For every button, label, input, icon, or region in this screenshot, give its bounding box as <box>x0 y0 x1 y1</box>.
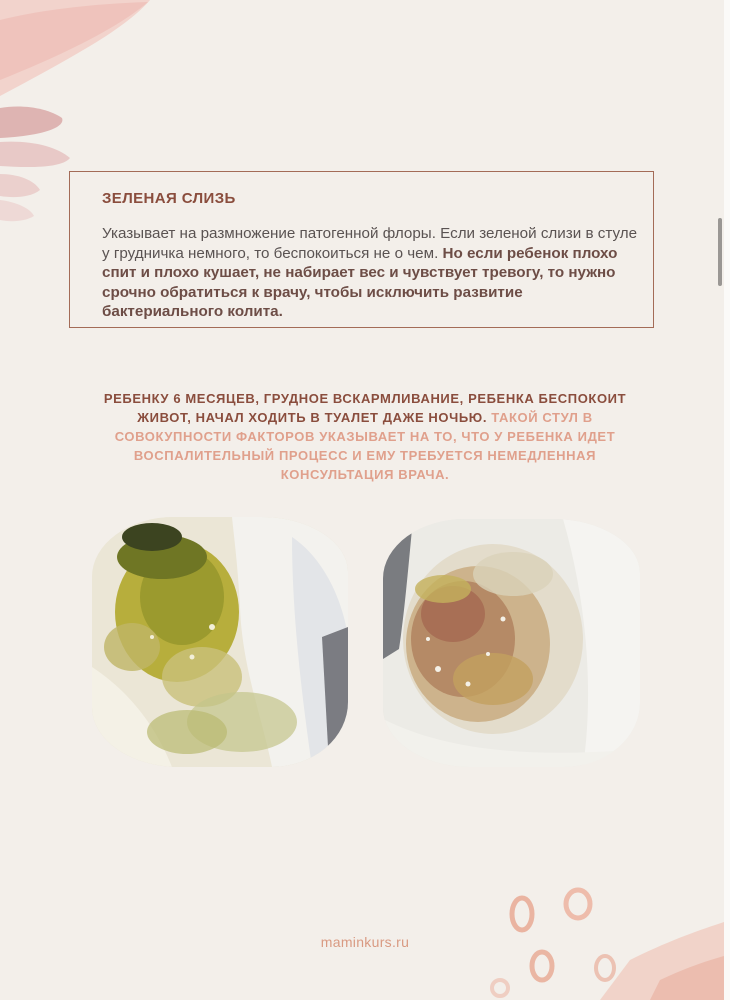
photo-green-mucus-stool-1 <box>92 517 348 767</box>
caption-case-description: РЕБЕНКУ 6 МЕСЯЦЕВ, ГРУДНОЕ ВСКАРМЛИВАНИЕ, РЕБЕНКА БЕСПОКОИТ ЖИВОТ, НАЧАЛ ХОДИТЬ В ТУАЛЕТ ДАЖЕ НОЧЬЮ. <box>103 391 627 425</box>
info-box-text-regular: Указывает на размножение патогенной флоры. Если зеленой слизи в стуле у грудничка немного, то беспокоиться не о чем. <box>102 225 638 262</box>
info-box-text <box>102 224 642 322</box>
right-gutter <box>724 0 730 1000</box>
footer-site-link[interactable]: maminkurs.ru <box>320 934 410 950</box>
scrollbar-thumb[interactable] <box>718 218 722 286</box>
photo-caption <box>90 389 640 484</box>
caption-conclusion: ТАКОЙ СТУЛ В СОВОКУПНОСТИ ФАКТОРОВ УКАЗЫВАЕТ НА ТО, ЧТО У РЕБЕНКА ИДЕТ ВОСПАЛИТЕЛЬНЫЙ ПРОЦЕСС И ЕМУ ТРЕБУЕТСЯ НЕМЕДЛЕННАЯ КОНСУЛЬТАЦИЯ ВРАЧА. <box>114 410 616 482</box>
info-box-text-bold: Но если ребенок плохо спит и плохо кушает, не набирает вес и чувствует тревогу, то нужно срочно обратиться к врачу, чтобы исключить развитие бактериального колита. <box>102 244 618 320</box>
info-box <box>69 171 654 328</box>
info-box-title: ЗЕЛЕНАЯ СЛИЗЬ <box>102 190 236 207</box>
photo-green-mucus-stool-2 <box>383 519 640 767</box>
